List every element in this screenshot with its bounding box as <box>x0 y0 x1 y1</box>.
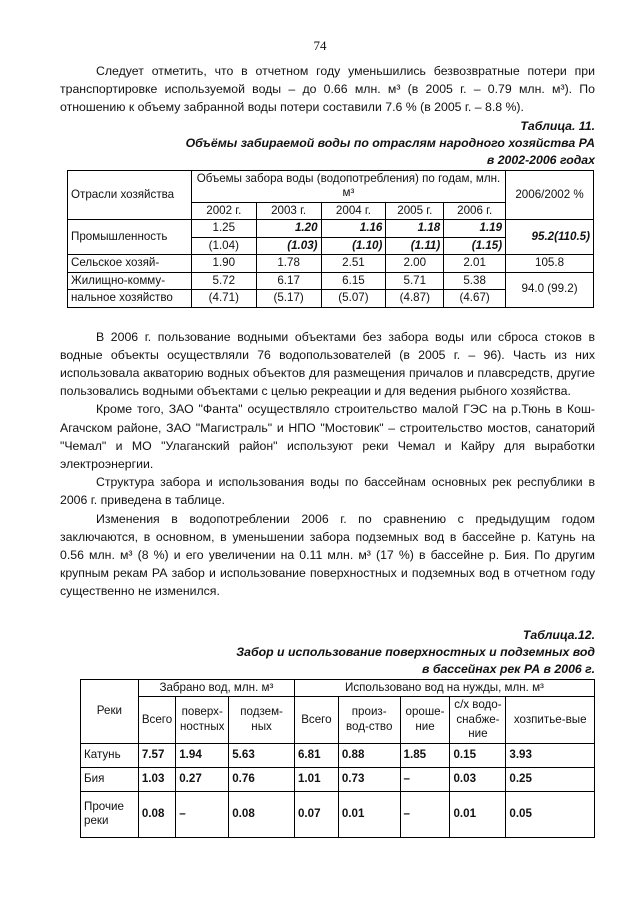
table11-subtitle: в 2002-2006 годах <box>486 152 595 167</box>
table-row-industry <box>68 220 594 238</box>
col-header: подзем-ных <box>229 697 295 744</box>
cell-value: 1.03 <box>138 767 175 791</box>
header-taken: Забрано вод, млн. м³ <box>138 679 294 697</box>
year-header: 2003 г. <box>256 202 321 220</box>
cell-value: 5.38 <box>444 272 506 290</box>
cell-value: 1.18 <box>386 220 444 238</box>
row-label: Сельское хозяй- <box>68 255 192 273</box>
header-rivers: Реки <box>81 679 139 743</box>
table12-subtitle: в бассейнах рек РА в 2006 г. <box>421 661 595 676</box>
cell-value: – <box>400 791 450 837</box>
cell-value: 2.51 <box>321 255 386 273</box>
year-header: 2006 г. <box>444 202 506 220</box>
cell-value: 1.85 <box>400 743 450 767</box>
table-row-agriculture <box>68 255 594 273</box>
cell-value: (1.15) <box>444 237 506 255</box>
cell-value: 1.20 <box>256 220 321 238</box>
cell-value: 6.17 <box>256 272 321 290</box>
row-label: Бия <box>81 767 139 791</box>
cell-value: 1.19 <box>444 220 506 238</box>
col-header: ороше-ние <box>400 697 450 744</box>
cell-value: 3.93 <box>506 743 595 767</box>
cell-value: (1.10) <box>321 237 386 255</box>
col-header: хозпитье-вые <box>506 697 595 744</box>
header-volumes: Объемы забора воды (водопотребления) по годам, млн. м³ <box>191 170 505 202</box>
col-header: произ-вод-ство <box>338 697 400 744</box>
cell-value: 0.03 <box>450 767 506 791</box>
header-used: Использовано вод на нужды, млн. м³ <box>294 679 594 697</box>
table11-title: Объёмы забираемой воды по отраслям народного хозяйства РА <box>185 135 595 150</box>
col-header: Всего <box>294 697 338 744</box>
page-content <box>60 62 595 838</box>
year-header: 2002 г. <box>191 202 256 220</box>
cell-value: 5.63 <box>229 743 295 767</box>
table-row-biya <box>81 767 595 791</box>
cell-value: (5.17) <box>256 290 321 308</box>
cell-value: 6.15 <box>321 272 386 290</box>
table-water-by-branch <box>67 170 594 308</box>
cell-value: (1.03) <box>256 237 321 255</box>
cell-value: 1.94 <box>176 743 229 767</box>
cell-value: 0.01 <box>450 791 506 837</box>
year-header: 2004 г. <box>321 202 386 220</box>
cell-value: 0.76 <box>229 767 295 791</box>
table-header-row <box>81 679 595 697</box>
cell-value: 2.00 <box>386 255 444 273</box>
row-label: Жилищно-комму- <box>68 272 192 290</box>
paragraph-losses: Следует отметить, что в отчетном году уменьшились безвозвратные потери при транспортировке используемой воды – до 0.66 млн. м³ (в 2005 г. – 0.79 млн. м³). По отношению к объему забранной воды потери составили 7.6 % (в 2005 г. – 8.8 %). <box>60 64 595 115</box>
table12-label: Таблица.12. <box>522 627 595 642</box>
cell-value: 0.15 <box>450 743 506 767</box>
table12-title: Забор и использование поверхностных и подземных вод <box>236 644 595 659</box>
table-row-housing <box>68 272 594 290</box>
cell-value: (1.04) <box>191 237 256 255</box>
paragraph-changes: Изменения в водопотреблении 2006 г. по сравнению с предыдущим годом заключаются, в основном, в уменьшении забора подземных вод в бассейне р. Катунь на 0.56 млн. м³ (8 %) и его увеличении на 0.11 млн. м³ (17 %) в бассейне р. Бия. По другим крупным рекам РА забор и использование поверхностных и подземных вод в отчетном году существенно не изменился. <box>60 511 595 599</box>
cell-value: 0.07 <box>294 791 338 837</box>
page-number: 74 <box>313 38 327 53</box>
col-header: Всего <box>138 697 175 744</box>
cell-value: (5.07) <box>321 290 386 308</box>
cell-value: 5.72 <box>191 272 256 290</box>
cell-value: 0.08 <box>229 791 295 837</box>
table-row-katun <box>81 743 595 767</box>
cell-value: 1.25 <box>191 220 256 238</box>
cell-value: – <box>400 767 450 791</box>
cell-value: (4.87) <box>386 290 444 308</box>
paragraph-construction: Кроме того, ЗАО "Фанта" осуществляло строительство малой ГЭС на р.Тюнь в Кош-Агачском районе, ЗАО "Магистраль" и НПО "Мостовик" – строительство мостов, санаторий "Чемал" и МО "Улаганский район" используют реки Чемал и Кайру для выработки электроэнергии. <box>60 402 595 472</box>
cell-value: 0.73 <box>338 767 400 791</box>
cell-value: 0.08 <box>138 791 175 837</box>
table-row-other <box>81 791 595 837</box>
cell-value: 1.01 <box>294 767 338 791</box>
cell-value: (1.11) <box>386 237 444 255</box>
col-header: поверх-ностных <box>176 697 229 744</box>
row-label: Катунь <box>81 743 139 767</box>
header-branch: Отрасли хозяйства <box>68 170 192 220</box>
row-label: нальное хозяйство <box>68 290 192 308</box>
paragraph-water-users: В 2006 г. пользование водными объектами без забора воды или сброса стоков в водные объекты осуществляли 76 водопользователей (в 2005 г. – 96). Часть из них использовала акваторию водных объектов для размещения причалов и плавсредств, другие пользовались водными объектами с целью рекреации и для ведения рыбного хозяйства. <box>60 329 595 399</box>
cell-value: 0.01 <box>338 791 400 837</box>
cell-value: 0.88 <box>338 743 400 767</box>
cell-value: 0.25 <box>506 767 595 791</box>
cell-value: 6.81 <box>294 743 338 767</box>
cell-value: 0.05 <box>506 791 595 837</box>
cell-value: (4.67) <box>444 290 506 308</box>
table-water-by-river <box>80 679 595 838</box>
cell-value: (4.71) <box>191 290 256 308</box>
cell-ratio: 94.0 (99.2) <box>506 272 594 307</box>
cell-value: 1.16 <box>321 220 386 238</box>
table-subheader-row <box>81 697 595 744</box>
header-ratio: 2006/2002 % <box>506 170 594 220</box>
col-header: с/х водо-снабже-ние <box>450 697 506 744</box>
row-label: Прочие реки <box>81 791 139 837</box>
year-header: 2005 г. <box>386 202 444 220</box>
table-header-row <box>68 170 594 202</box>
cell-value: 0.27 <box>176 767 229 791</box>
paragraph-structure: Структура забора и использования воды по бассейнам основных рек республики в 2006 г. приведена в таблице. <box>60 475 595 508</box>
cell-value: – <box>176 791 229 837</box>
cell-ratio: 95.2(110.5) <box>506 220 594 255</box>
cell-value: 5.71 <box>386 272 444 290</box>
cell-value: 2.01 <box>444 255 506 273</box>
cell-ratio: 105.8 <box>506 255 594 273</box>
row-label: Промышленность <box>68 220 192 255</box>
cell-value: 7.57 <box>138 743 175 767</box>
table11-label: Таблица. 11. <box>520 118 595 133</box>
cell-value: 1.90 <box>191 255 256 273</box>
cell-value: 1.78 <box>256 255 321 273</box>
